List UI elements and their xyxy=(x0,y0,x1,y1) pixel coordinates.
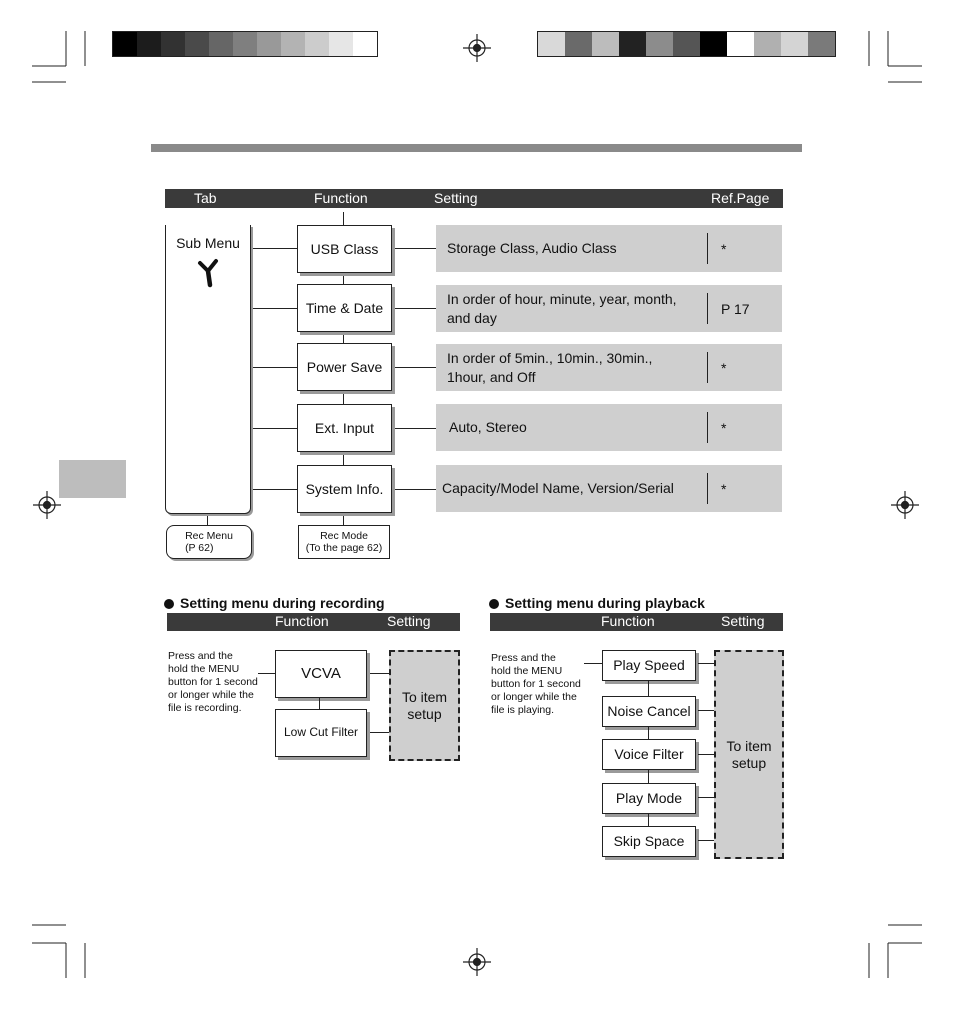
playback-title xyxy=(489,595,705,611)
connector-line xyxy=(393,489,436,490)
recording-title-text: Setting menu during recording xyxy=(180,595,385,611)
function-label: Play Speed xyxy=(613,657,685,674)
ref-page: P 17 xyxy=(721,300,750,317)
connector-line xyxy=(393,428,436,429)
playback-header xyxy=(490,613,783,631)
function-box-noise-cancel xyxy=(602,696,696,727)
connector-line xyxy=(250,489,298,490)
function-box-time-date xyxy=(297,284,392,332)
setting-row-ext-input xyxy=(436,404,782,451)
rec-menu-box xyxy=(166,525,252,559)
recording-title xyxy=(164,595,385,611)
ref-page: * xyxy=(721,240,727,257)
function-label: Power Save xyxy=(306,358,383,375)
connector-line xyxy=(343,513,344,525)
playback-title-text: Setting menu during playback xyxy=(505,595,705,611)
function-box-voice-filter xyxy=(602,739,696,770)
setting-text: Storage Class, Audio Class xyxy=(447,240,617,257)
connector-line xyxy=(343,451,344,465)
connector-line xyxy=(648,727,649,739)
connector-line xyxy=(343,391,344,404)
connector-line xyxy=(648,770,649,783)
function-label: Noise Cancel xyxy=(607,703,691,720)
connector-line xyxy=(370,673,389,674)
registration-mark xyxy=(463,948,491,976)
connector-line xyxy=(250,367,298,368)
ref-page: * xyxy=(721,419,727,436)
playback-setting-box xyxy=(714,650,784,859)
divider xyxy=(707,473,708,504)
function-label: Time & Date xyxy=(305,299,384,316)
connector-line xyxy=(207,513,208,525)
header-function: Function xyxy=(601,613,655,629)
connector-line xyxy=(319,698,320,709)
connector-line xyxy=(343,212,344,225)
setting-row-usb-class xyxy=(436,225,782,272)
side-thumb-tab xyxy=(59,460,126,498)
connector-line xyxy=(698,840,714,841)
header-ref-page: Ref.Page xyxy=(711,190,770,206)
top-rule xyxy=(151,144,802,152)
function-box-power-save xyxy=(297,343,392,391)
recording-note: Press and the hold the MENU button for 1 second or longer while the file is recording. xyxy=(168,650,258,714)
connector-line xyxy=(343,331,344,343)
tab-sub-menu xyxy=(165,225,251,514)
setting-row-time-date xyxy=(436,285,782,332)
connector-line xyxy=(584,663,602,664)
connector-line xyxy=(698,797,714,798)
function-label: Low Cut Filter xyxy=(283,725,359,740)
setting-text: Capacity/Model Name, Version/Serial xyxy=(442,480,674,497)
connector-line xyxy=(258,673,275,674)
rec-mode-label: Rec Mode (To the page 62) xyxy=(305,529,383,554)
setting-row-system-info xyxy=(436,465,782,512)
header-function: Function xyxy=(314,190,368,206)
connector-line xyxy=(393,367,436,368)
connector-line xyxy=(370,732,389,733)
bullet-icon xyxy=(489,599,499,609)
recording-header xyxy=(167,613,460,631)
function-label: Voice Filter xyxy=(614,746,684,763)
header-setting: Setting xyxy=(721,613,765,629)
registration-mark xyxy=(33,491,61,519)
function-label: Skip Space xyxy=(613,833,685,850)
connector-line xyxy=(250,428,298,429)
connector-line xyxy=(393,308,436,309)
setting-text: In order of 5min., 10min., 30min., 1hour, and Off xyxy=(447,350,653,385)
function-box-vcva xyxy=(275,650,367,698)
rec-menu-label: Rec Menu (P 62) xyxy=(185,529,233,554)
connector-line xyxy=(698,754,714,755)
setting-label: To item setup xyxy=(401,688,448,722)
connector-line xyxy=(250,248,298,249)
function-label: Play Mode xyxy=(615,790,683,807)
function-box-system-info xyxy=(297,465,392,513)
bullet-icon xyxy=(164,599,174,609)
tab-label: Sub Menu xyxy=(176,235,240,251)
wrench-icon xyxy=(196,257,220,289)
function-label: Ext. Input xyxy=(314,419,375,436)
connector-line xyxy=(698,710,714,711)
header-function: Function xyxy=(275,613,329,629)
recording-setting-box xyxy=(389,650,460,761)
rec-mode-box xyxy=(298,525,390,559)
function-label: System Info. xyxy=(305,480,384,497)
function-box-usb-class xyxy=(297,225,392,273)
function-box-low-cut-filter xyxy=(275,709,367,757)
divider xyxy=(707,412,708,443)
setting-label: To item setup xyxy=(726,737,772,771)
function-label: VCVA xyxy=(301,665,341,683)
connector-line xyxy=(648,681,649,696)
divider xyxy=(707,293,708,324)
ref-page: * xyxy=(721,359,727,376)
connector-line xyxy=(393,248,436,249)
connector-line xyxy=(250,308,298,309)
function-box-ext-input xyxy=(297,404,392,452)
function-box-play-speed xyxy=(602,650,696,681)
header-setting: Setting xyxy=(387,613,431,629)
connector-line xyxy=(648,814,649,826)
function-box-skip-space xyxy=(602,826,696,857)
setting-row-power-save xyxy=(436,344,782,391)
registration-mark xyxy=(463,34,491,62)
connector-line xyxy=(343,273,344,284)
divider xyxy=(707,233,708,264)
divider xyxy=(707,352,708,383)
connector-line xyxy=(698,663,714,664)
setting-text: In order of hour, minute, year, month, and day xyxy=(447,291,677,326)
function-label: USB Class xyxy=(310,240,379,257)
table-header xyxy=(165,189,783,208)
ref-page: * xyxy=(721,480,727,497)
setting-text: Auto, Stereo xyxy=(449,419,527,436)
header-tab: Tab xyxy=(194,190,217,206)
registration-mark xyxy=(891,491,919,519)
function-box-play-mode xyxy=(602,783,696,814)
playback-note: Press and the hold the MENU button for 1 second or longer while the file is playing. xyxy=(491,652,581,716)
header-setting: Setting xyxy=(434,190,478,206)
